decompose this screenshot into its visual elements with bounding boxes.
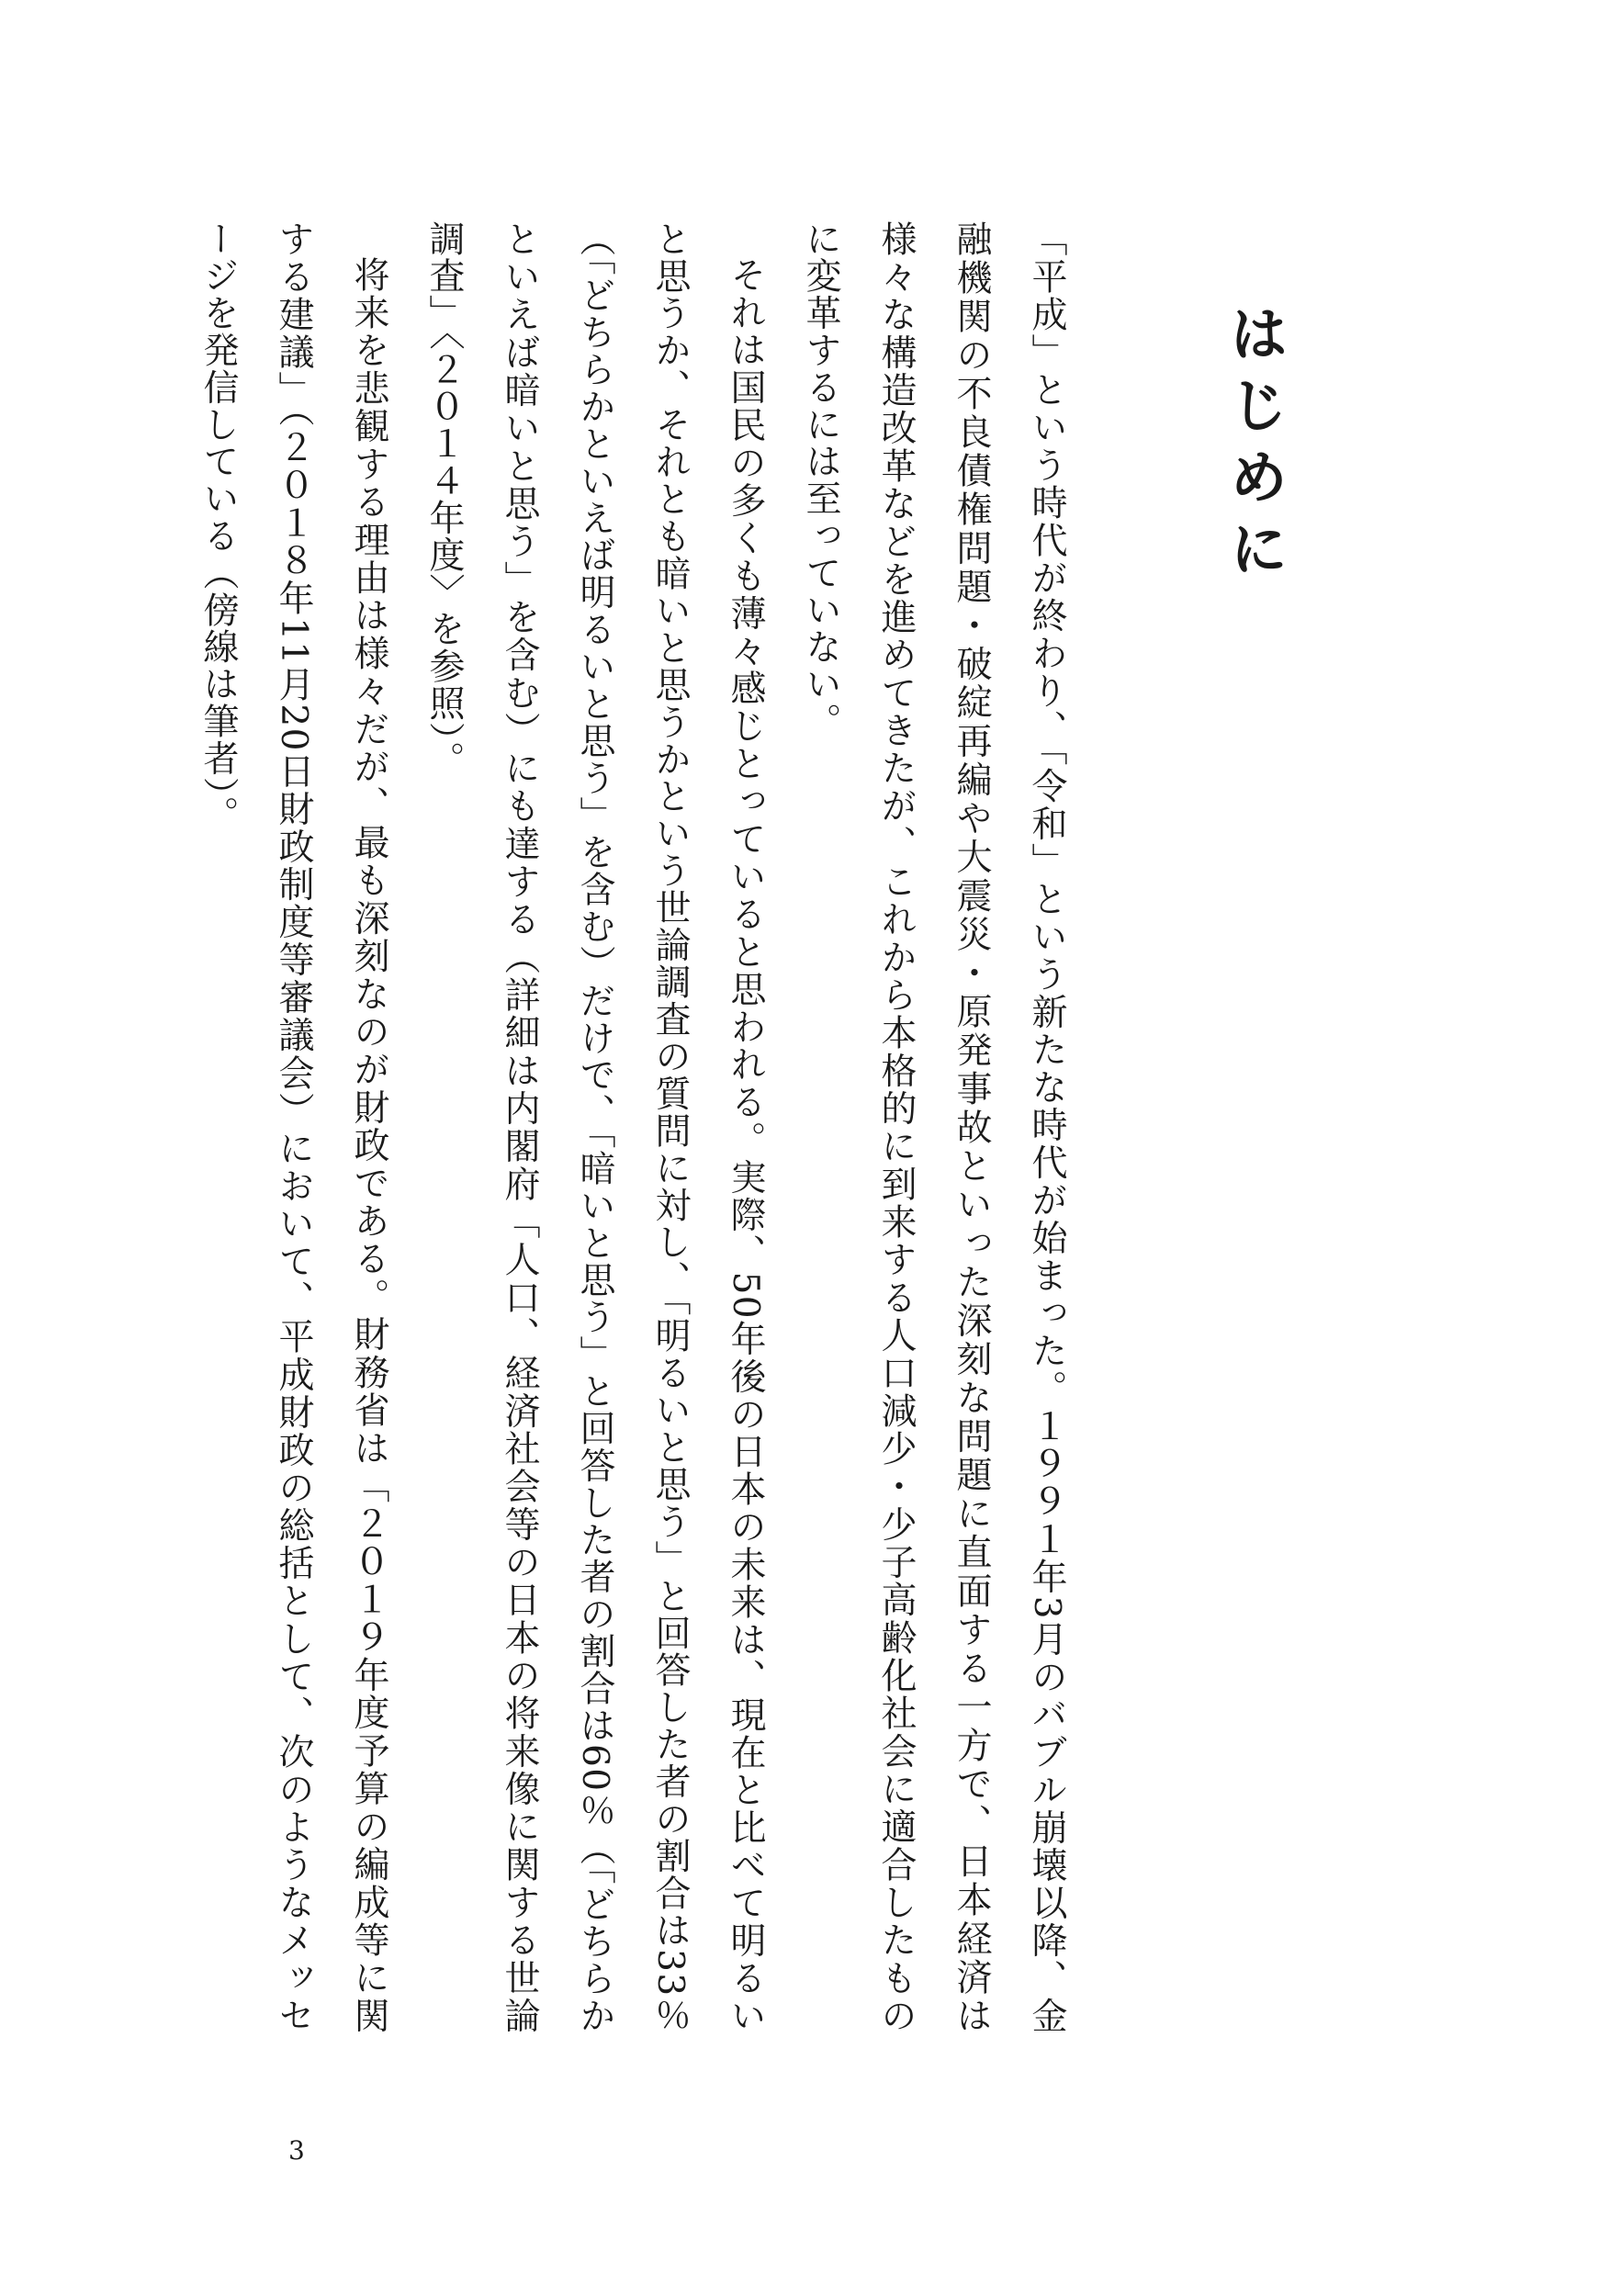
paragraph-3: 将来を悲観する理由は様々だが、最も深刻なのが財政である。財務省は「２０１９年度予算の編成等に関する建議」（２０１８年11月20日財政制度等審議会）において、平成財政の総括として、次のようなメッセージを発信している（傍線は筆者）。 (197, 220, 389, 2034)
paragraph-2: それは国民の多くも薄々感じとっていると思われる。実際、50年後の日本の未来は、現在と比べて明るいと思うか、それとも暗いと思うかという世論調査の質問に対し、「明るいと思う」と回答した者の割合は33％（「どちらかといえば明るいと思う」を含む）だけで、「暗いと思う」と回答した者の割合は60％（「どちらかといえば暗いと思う」を含む）にも達する（詳細は内閣府「人口、経済社会等の日本の将来像に関する世論調査」〈２０１４年度〉を参照）。 (423, 220, 766, 2034)
body-text (197, 220, 1084, 2034)
chapter-title: はじめに (1219, 303, 1289, 590)
paragraph-1: 「平成」という時代が終わり、「令和」という新たな時代が始まった。１９９１年3月のバブル崩壊以降、金融機関の不良債権問題・破綻再編や大震災・原発事故といった深刻な問題に直面する一方で、日本経済は様々な構造改革などを進めてきたが、これから本格的に到来する人口減少・少子高齢化社会に適合したものに変革するには至っていない。 (800, 220, 1067, 2034)
page-number: 3 (288, 2135, 305, 2166)
